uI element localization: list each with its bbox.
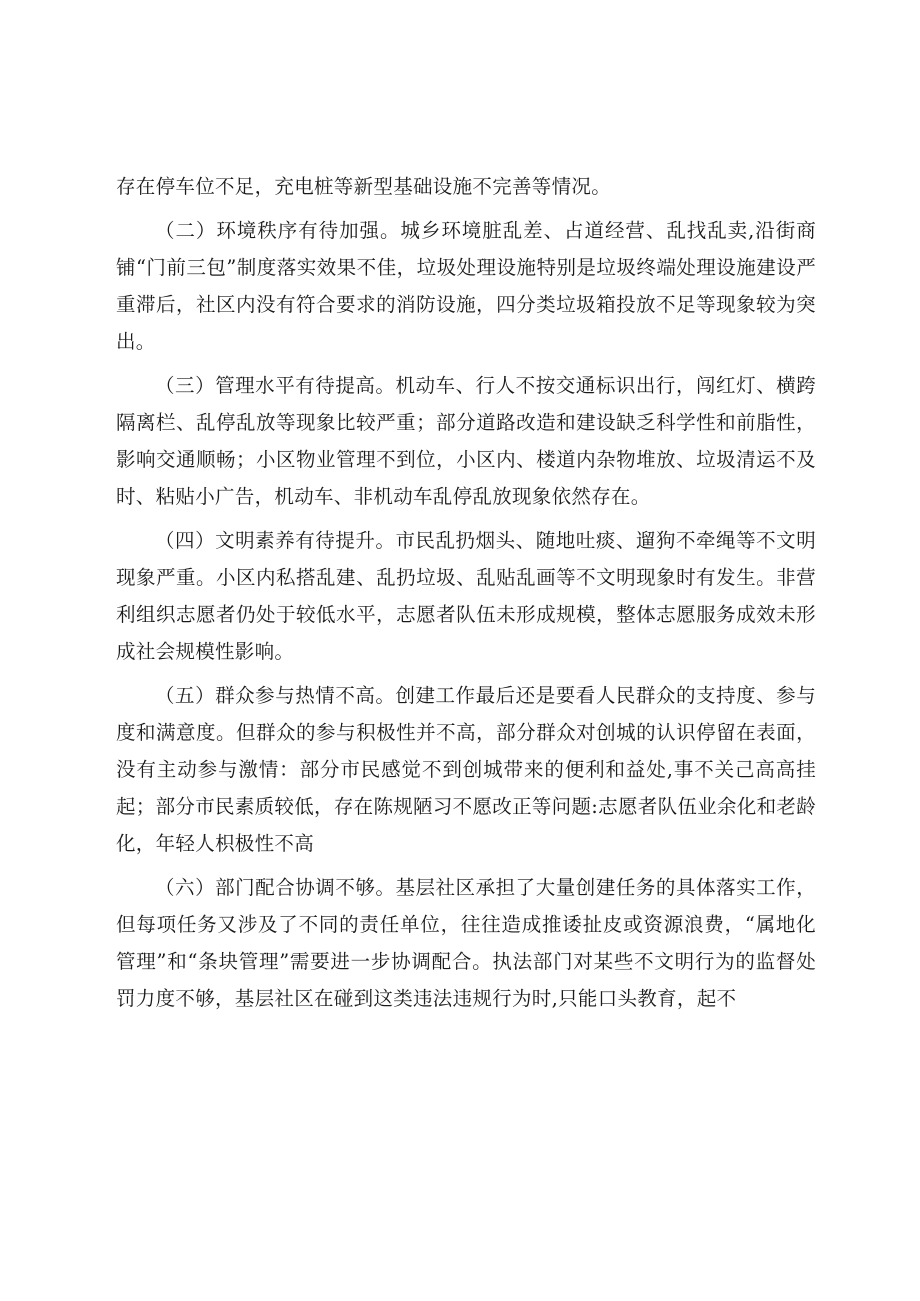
paragraph-section-6: （六）部门配合协调不够。基层社区承担了大量创建任务的具体落实工作，但每项任务又涉及了不同的责任单位，往往造成推诿扯皮或资源浪费，“属地化管理”和“条块管理”需要进一步协调配合。执法部门对某些不文明行为的监督处罚力度不够，基层社区在碰到这类违法违规行为时,只能口头教育，起不 [116,876,816,1010]
paragraph-section-3: （三）管理水平有待提高。机动车、行人不按交通标识出行，闯红灯、横跨隔离栏、乱停乱放等现象比较严重；部分道路改造和建设缺乏科学性和前脂性，影响交通顺畅；小区物业管理不到位，小区内、楼道内杂物堆放、垃圾清运不及时、粘贴小广告，机动车、非机动车乱停乱放现象依然存在。 [116,374,816,508]
paragraph-section-2: （二）环境秩序有待加强。城乡环境脏乱差、占道经营、乱找乱卖,沿街商铺“门前三包”制度落实效果不佳，垃圾处理设施特别是垃圾终端处理设施建设严重滞后，社区内没有符合要求的消防设施，四分类垃圾箱投放不足等现象较为突出。 [116,219,816,353]
paragraph-continuation: 存在停车位不足，充电桩等新型基础设施不完善等情况。 [116,175,612,198]
paragraph-section-5: （五）群众参与热情不高。创建工作最后还是要看人民群众的支持度、参与度和满意度。但群众的参与积极性并不高，部分群众对创城的认识停留在表面，没有主动参与激情：部分市民感觉不到创城带来的便利和益处,事不关己高高挂起；部分市民素质较低，存在陈规陋习不愿改正等问题:志愿者队伍业余化和老龄化，年轻人枳极性不高 [116,684,816,855]
paragraph-section-4: （四）文明素养有待提升。市民乱扔烟头、随地吐痰、遛狗不牵绳等不文明现象严重。小区内私搭乱建、乱扔垃圾、乱贴乱画等不文明现象时有发生。非营利组织志愿者仍处于较低水平，志愿者队伍未形成规模，整体志愿服务成效未形成社会规模性影响。 [116,529,816,663]
document-body [116,168,816,1017]
